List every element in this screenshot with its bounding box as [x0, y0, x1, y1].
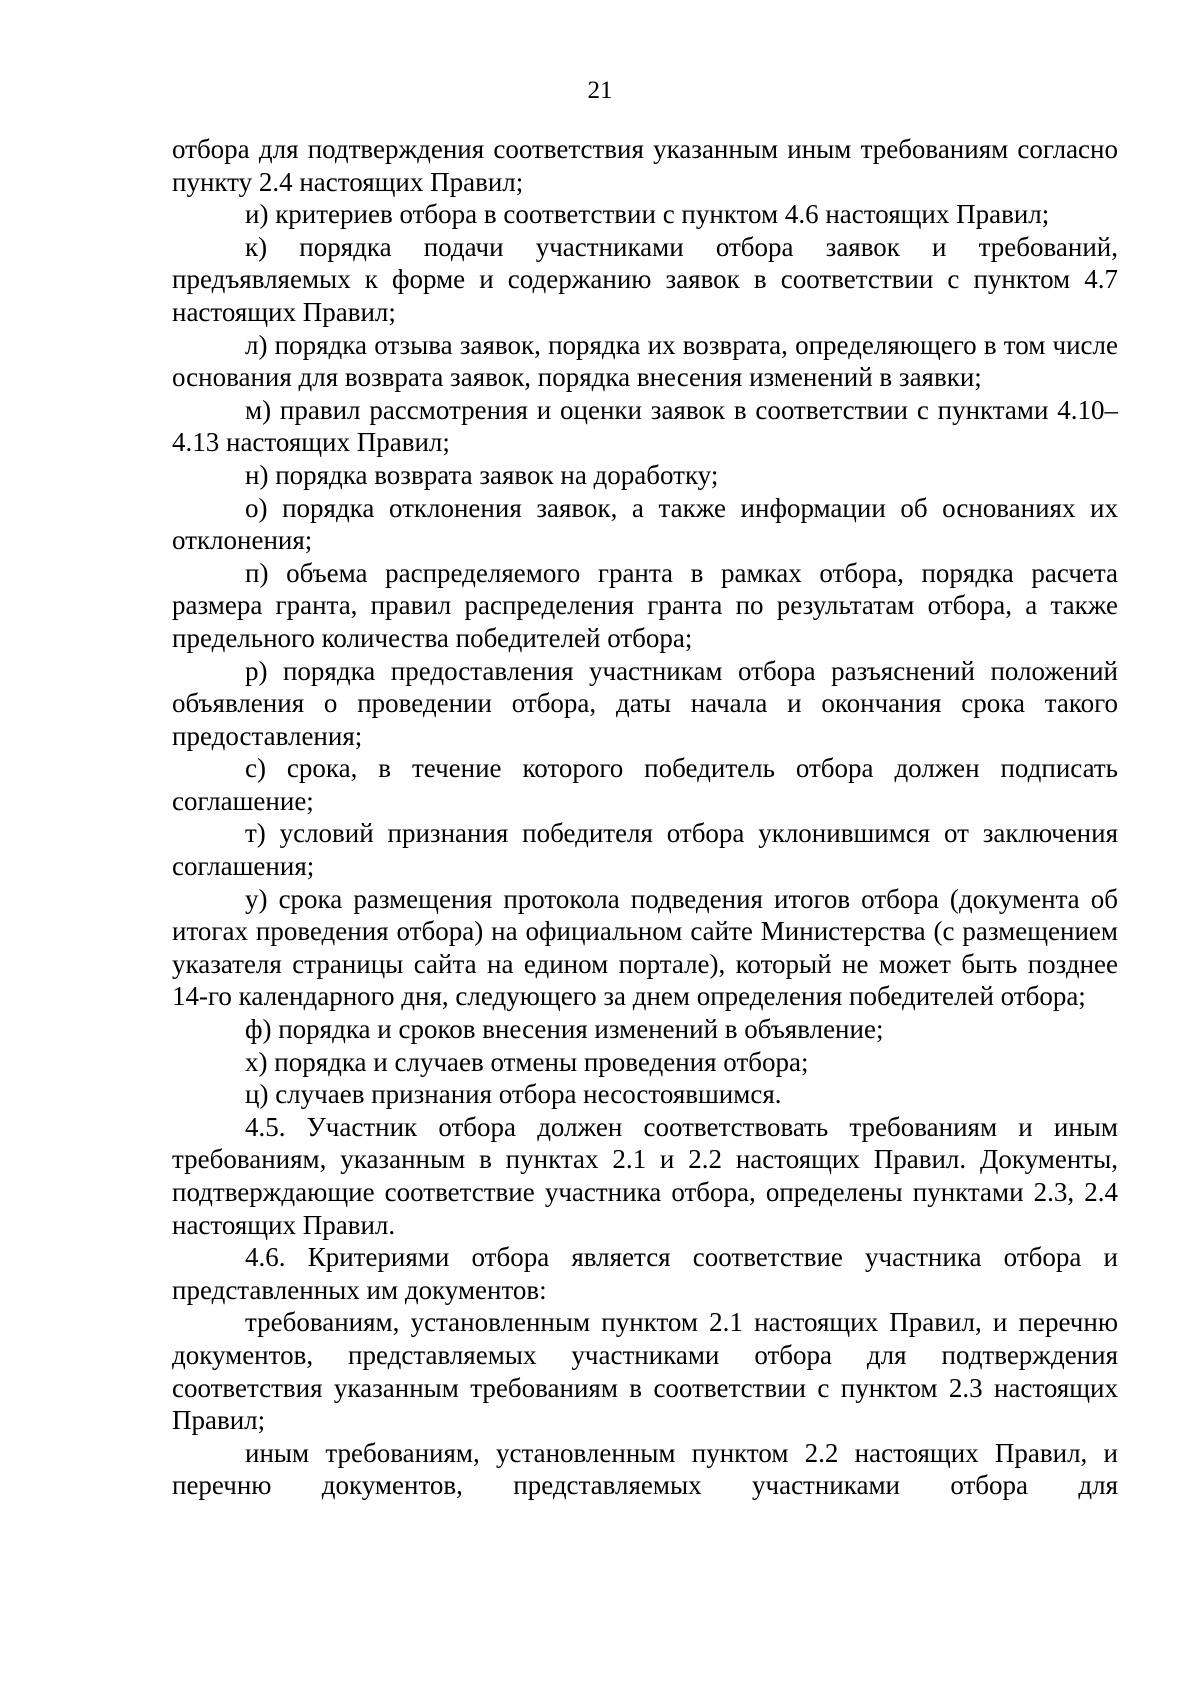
document-body [172, 133, 1118, 1502]
paragraph-item-o: о) порядка отклонения заявок, а также информации об основаниях их отклонения; [172, 492, 1118, 556]
paragraph-item-s: с) срока, в течение которого победитель отбора должен подписать соглашение; [172, 753, 1118, 816]
paragraph-item-kh: х) порядка и случаев отмены проведения отбора; [245, 1046, 809, 1077]
paragraph-item-t: т) условий признания победителя отбора уклонившимся от заключения соглашения; [172, 818, 1118, 882]
paragraph-item-i: и) критериев отбора в соответствии с пунктом 4.6 настоящих Правил; [245, 199, 1050, 230]
paragraph-section-4-6: 4.6. Критериями отбора является соответствие участника отбора и представленных им документов: [172, 1242, 1118, 1305]
paragraph-section-4-5: 4.5. Участник отбора должен соответствовать требованиям и иным требованиям, указанным в пунктах 2.1 и 2.2 настоящих Правил. Документы, подтверждающие соответствие участника отбора, определены пунктами 2.3, 2.4 настоящих Правил. [172, 1111, 1118, 1240]
page-number: 21 [587, 77, 613, 104]
paragraph-continuation: отбора для подтверждения соответствия указанным иным требованиям согласно пункту 2.4 настоящих Правил; [172, 134, 1118, 197]
paragraph-criteria-other-requirements: иным требованиям, установленным пунктом 2.2 настоящих Правил, и перечню документов, представляемых участниками отбора для [172, 1437, 1118, 1501]
paragraph-item-f: ф) порядка и сроков внесения изменений в объявление; [245, 1014, 884, 1045]
paragraph-item-n: н) порядка возврата заявок на доработку; [245, 459, 719, 490]
paragraph-item-k: к) порядка подачи участниками отбора заявок и требований, предъявляемых к форме и содержанию заявок в соответствии с пунктом 4.7 настоящих Правил; [172, 231, 1118, 327]
paragraph-item-u: у) срока размещения протокола подведения итогов отбора (документа об итогах проведения отбора) на официальном сайте Министерства (с размещением указателя страницы сайта на едином портале), который не может быть позднее 14-го календарного дня, следующего за днем определения победителей отбора; [172, 883, 1118, 1012]
paragraph-item-l: л) порядка отзыва заявок, порядка их возврата, определяющего в том числе основания для возврата заявок, порядка внесения изменений в заявки; [172, 329, 1118, 393]
paragraph-item-r: р) порядка предоставления участникам отбора разъяснений положений объявления о проведении отбора, даты начала и окончания срока такого предоставления; [172, 655, 1118, 751]
paragraph-item-p: п) объема распределяемого гранта в рамках отбора, порядка расчета размера гранта, правил распределения гранта по результатам отбора, а также предельного количества победителей отбора; [172, 557, 1118, 653]
paragraph-item-ts: ц) случаев признания отбора несостоявшимся. [245, 1079, 782, 1110]
paragraph-criteria-requirements: требованиям, установленным пунктом 2.1 настоящих Правил, и перечню документов, представляемых участниками отбора для подтверждения соответствия указанным требованиям в соответствии с пунктом 2.3 настоящих Правил; [172, 1307, 1118, 1436]
paragraph-item-m: м) правил рассмотрения и оценки заявок в соответствии с пунктами 4.10–4.13 настоящих Правил; [172, 394, 1118, 458]
